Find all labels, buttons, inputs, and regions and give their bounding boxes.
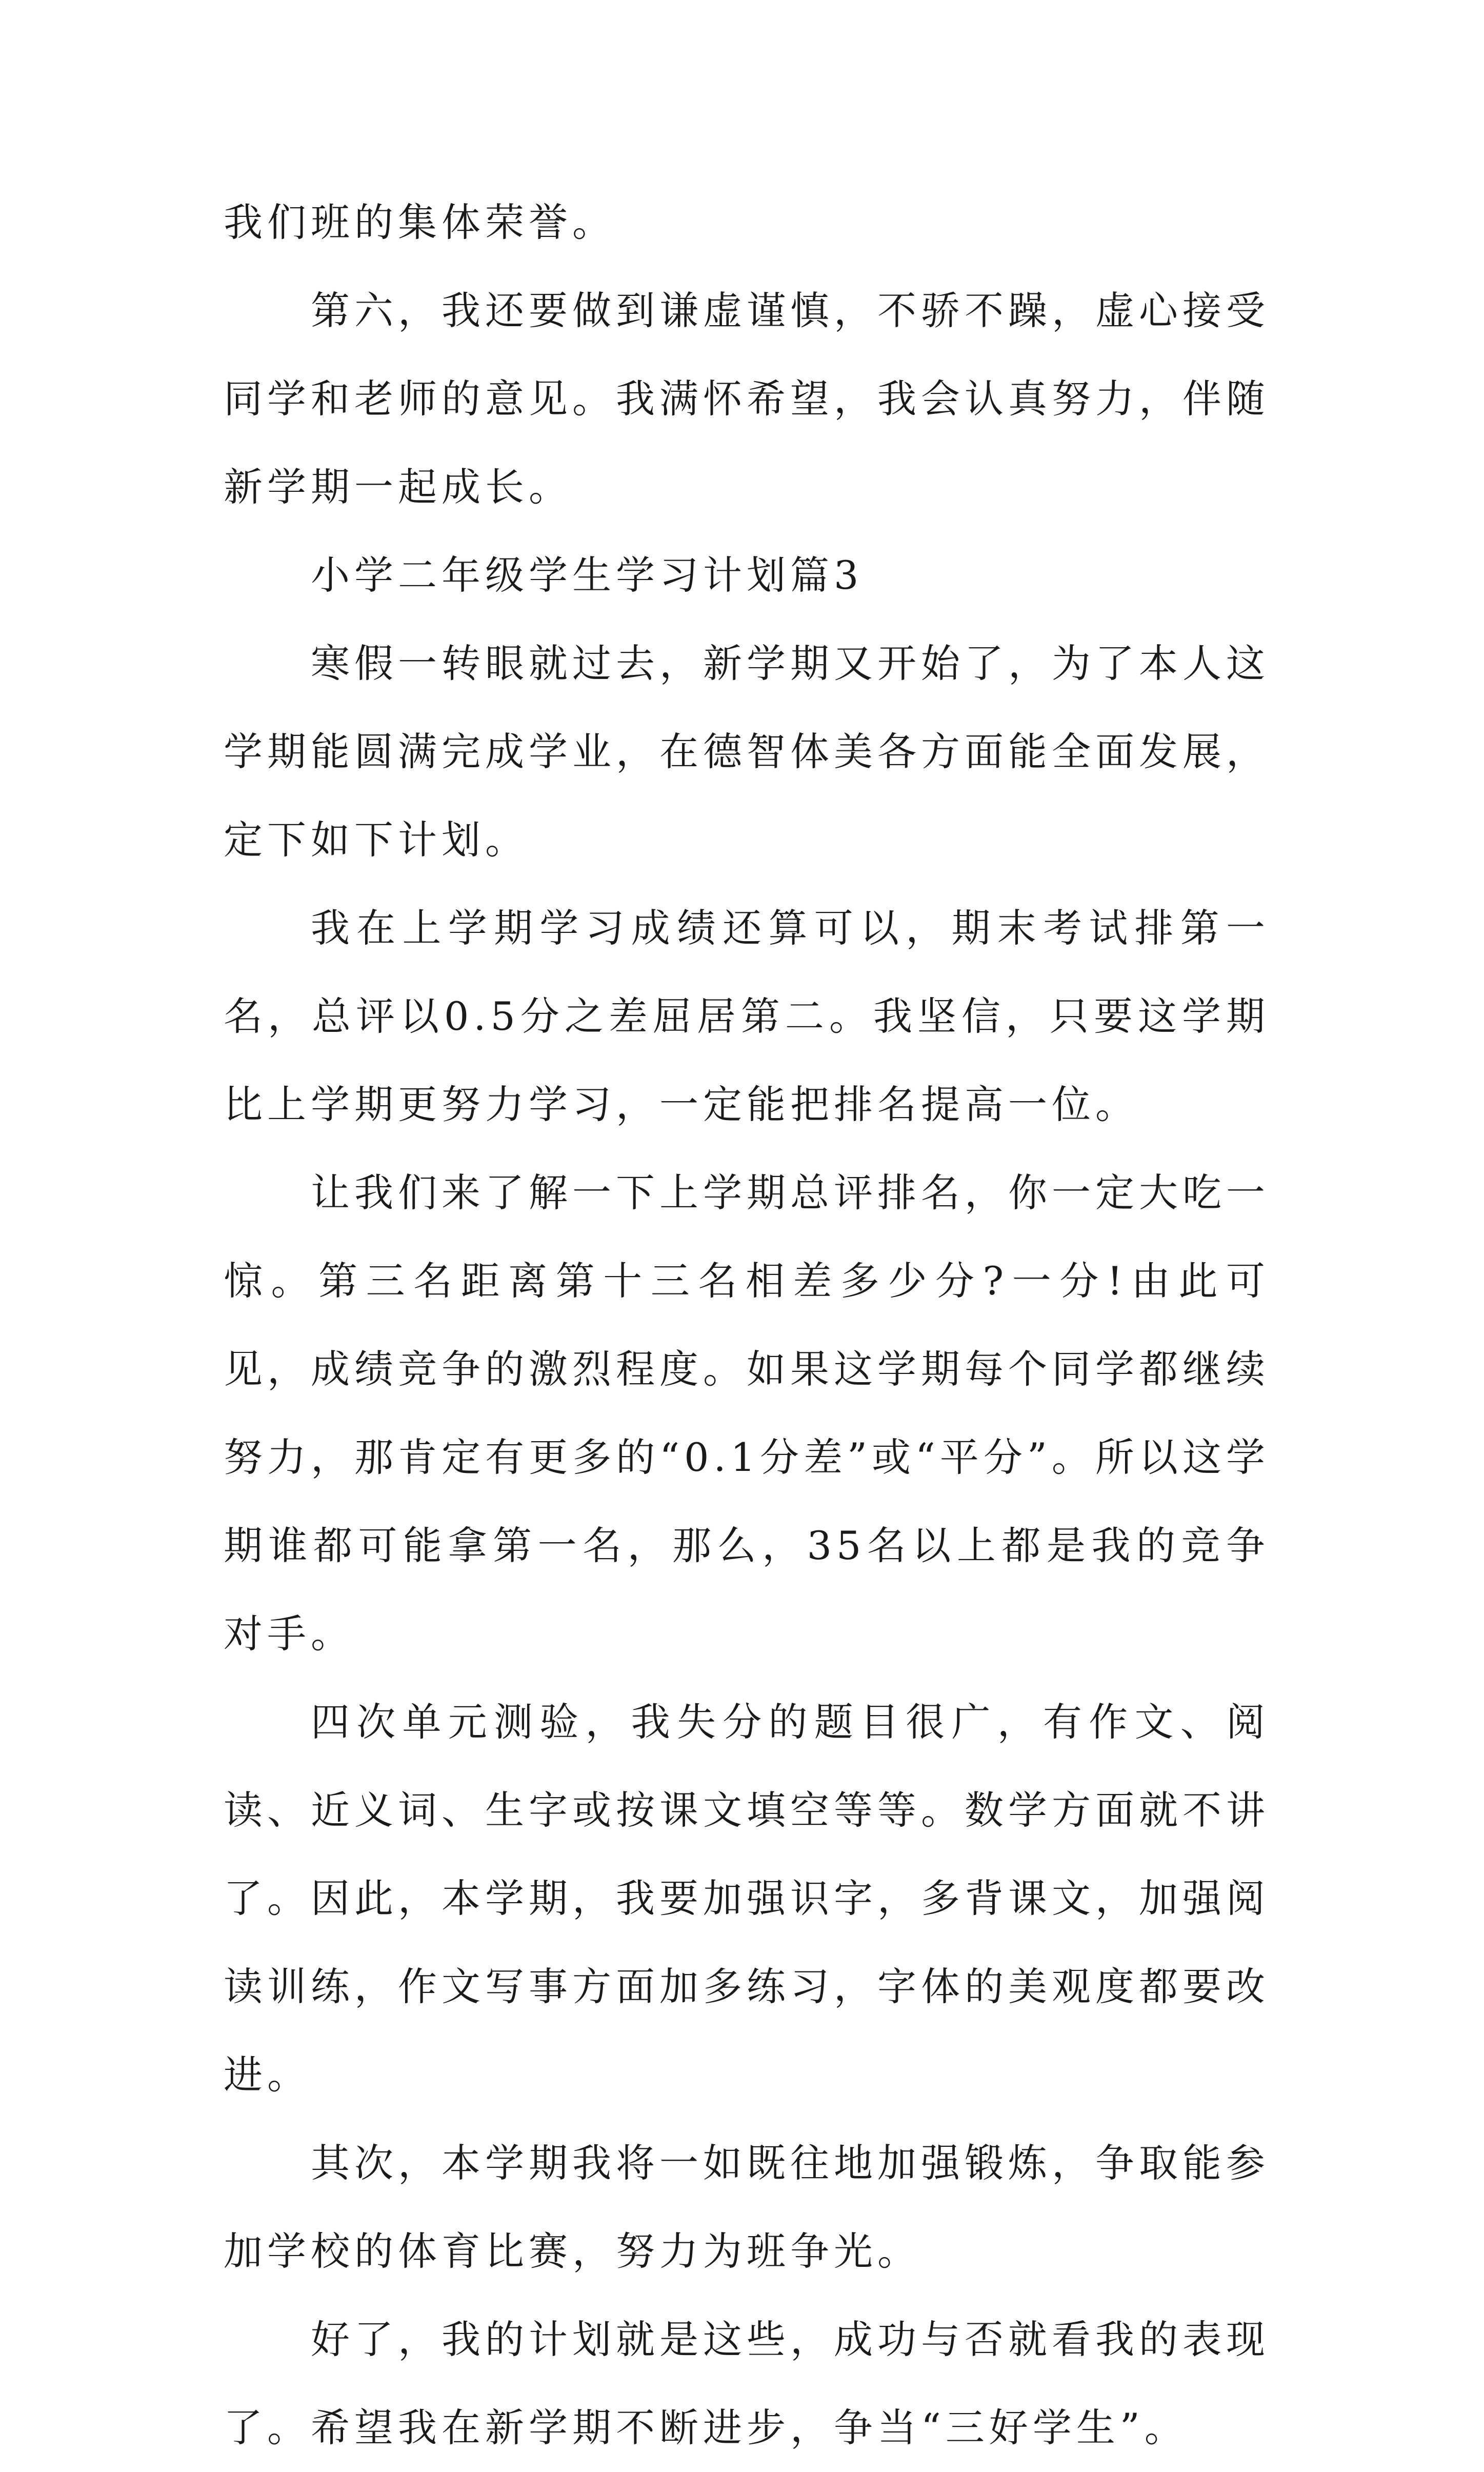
paragraph-unit-tests: 四次单元测验，我失分的题目很广，有作文、阅读、近义词、生字或按课文填空等等。数学方面就不讲了。因此，本学期，我要加强识字，多背课文，加强阅读训练，作文写事方面加多练习，字体的美观度都要改进。 (224, 1699, 1270, 2098)
section-heading: 小学二年级学生学习计划篇3 (311, 552, 864, 598)
paragraph-conclusion: 好了，我的计划就是这些，成功与否就看我的表现了。希望我在新学期不断进步，争当“三好学生”。 (224, 2317, 1270, 2450)
paragraph-sixth-point: 第六，我还要做到谦虚谨慎，不骄不躁，虚心接受同学和老师的意见。我满怀希望，我会认真努力，伴随新学期一起成长。 (224, 288, 1270, 510)
paragraph-intro: 寒假一转眼就过去，新学期又开始了，为了本人这学期能圆满完成学业，在德智体美各方面能全面发展，定下如下计划。 (224, 641, 1270, 863)
paragraph-ranking: 让我们来了解一下上学期总评排名，你一定大吃一惊。第三名距离第十三名相差多少分?一分!由此可见，成绩竞争的激烈程度。如果这学期每个同学都继续努力，那肯定有更多的“0.1分差”或“平分”。所以这学期谁都可能拿第一名，那么，35名以上都是我的竞争对手。 (224, 1170, 1270, 1657)
paragraph-last-term: 我在上学期学习成绩还算可以，期末考试排第一名，总评以0.5分之差屈居第二。我坚信，只要这学期比上学期更努力学习，一定能把排名提高一位。 (224, 905, 1270, 1127)
paragraph-continuation: 我们班的集体荣誉。 (224, 200, 616, 245)
document-body (224, 178, 1270, 2472)
paragraph-exercise: 其次，本学期我将一如既往地加强锻炼，争取能参加学校的体育比赛，努力为班争光。 (224, 2140, 1270, 2274)
